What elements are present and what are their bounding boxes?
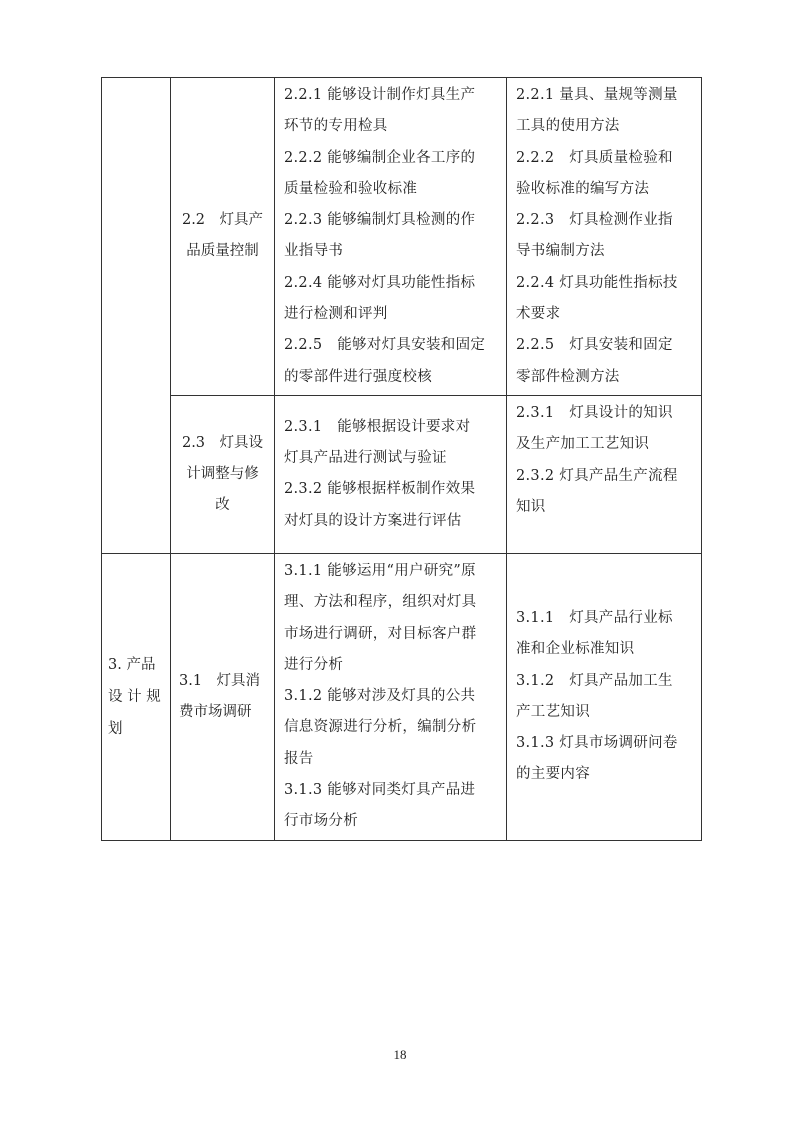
skill-line: 报告 — [284, 750, 314, 767]
unit-line: 3.1 灯具消 — [179, 672, 261, 689]
unit-line: 2.3 灯具设 — [181, 434, 264, 451]
knowledge-cell — [507, 395, 702, 553]
unit-cell — [171, 395, 275, 553]
category-cell — [102, 78, 171, 554]
unit-cell — [171, 78, 275, 396]
knowledge-line: 产工艺知识 — [516, 703, 590, 720]
skill-line: 对灯具的设计方案进行评估 — [284, 512, 462, 529]
skill-line: 2.3.2 能够根据样板制作效果 — [284, 481, 476, 498]
unit-line: 品质量控制 — [186, 243, 259, 260]
knowledge-line: 及生产加工工艺知识 — [516, 436, 650, 453]
skill-line: 市场进行调研，对目标客户群 — [284, 625, 477, 642]
knowledge-line: 准和企业标准知识 — [516, 641, 635, 658]
knowledge-line: 2.2.5 灯具安装和固定 — [516, 337, 673, 354]
knowledge-line: 2.3.1 灯具设计的知识 — [516, 404, 673, 421]
knowledge-line: 2.2.4 灯具功能性指标技 — [516, 274, 678, 291]
skills-cell — [275, 395, 507, 553]
skill-line: 2.2.3 能够编制灯具检测的作 — [284, 212, 476, 229]
knowledge-line: 3.1.1 灯具产品行业标 — [516, 609, 673, 626]
category-line: 划 — [108, 720, 123, 737]
knowledge-line: 术要求 — [516, 306, 561, 323]
skill-line: 2.2.2 能够编制企业各工序的 — [284, 149, 476, 166]
skill-line: 进行检测和评判 — [284, 306, 388, 323]
skill-line: 的零部件进行强度校核 — [284, 368, 432, 385]
skill-line: 3.1.3 能够对同类灯具产品进 — [284, 782, 476, 799]
knowledge-line: 的主要内容 — [516, 766, 590, 783]
knowledge-cell — [507, 553, 702, 840]
skills-cell — [275, 553, 507, 840]
unit-cell — [171, 553, 275, 840]
knowledge-line: 3.1.2 灯具产品加工生 — [516, 672, 673, 689]
skill-line: 2.2.5 能够对灯具安装和固定 — [284, 337, 486, 354]
category-cell — [102, 553, 171, 840]
knowledge-cell — [507, 78, 702, 396]
knowledge-line: 工具的使用方法 — [516, 118, 620, 135]
knowledge-line: 知识 — [516, 498, 546, 515]
knowledge-line: 2.2.1 量具、量规等测量 — [516, 87, 678, 103]
skills-table — [101, 77, 702, 841]
page-number: 18 — [393, 1047, 407, 1062]
table-row — [102, 553, 702, 840]
knowledge-line: 3.1.3 灯具市场调研问卷 — [516, 735, 678, 752]
skill-line: 灯具产品进行测试与验证 — [284, 450, 447, 467]
table-row — [102, 78, 702, 396]
unit-line: 计调整与修 — [186, 465, 259, 482]
skill-line: 2.2.1 能够设计制作灯具生产 — [284, 87, 476, 103]
table-row — [102, 395, 702, 553]
skills-cell — [275, 78, 507, 396]
unit-line: 2.2 灯具产 — [181, 212, 264, 229]
category-line: 设 计 规 — [108, 688, 161, 705]
skill-line: 行市场分析 — [284, 813, 358, 830]
skill-line: 理、方法和程序，组织对灯具 — [284, 594, 477, 611]
knowledge-line: 验收标准的编写方法 — [516, 180, 650, 197]
skill-line: 进行分析 — [284, 656, 344, 673]
skill-line: 信息资源进行分析，编制分析 — [284, 719, 477, 736]
skill-line: 3.1.2 能够对涉及灯具的公共 — [284, 688, 476, 705]
unit-line: 改 — [215, 496, 230, 513]
knowledge-line: 2.2.3 灯具检测作业指 — [516, 212, 673, 229]
skill-line: 2.2.4 能够对灯具功能性指标 — [284, 274, 476, 291]
skill-line: 质量检验和验收标准 — [284, 180, 418, 197]
knowledge-line: 导书编制方法 — [516, 243, 605, 260]
knowledge-line: 2.2.2 灯具质量检验和 — [516, 149, 673, 166]
category-line: 3. 产品 — [108, 656, 156, 673]
knowledge-line: 零部件检测方法 — [516, 368, 620, 385]
knowledge-line: 2.3.2 灯具产品生产流程 — [516, 467, 678, 484]
skill-line: 2.3.1 能够根据设计要求对 — [284, 418, 471, 435]
unit-line: 费市场调研 — [179, 703, 252, 720]
skill-line: 3.1.1 能够运用“用户研究”原 — [284, 562, 476, 579]
skill-line: 业指导书 — [284, 243, 344, 260]
skill-line: 环节的专用检具 — [284, 118, 388, 135]
